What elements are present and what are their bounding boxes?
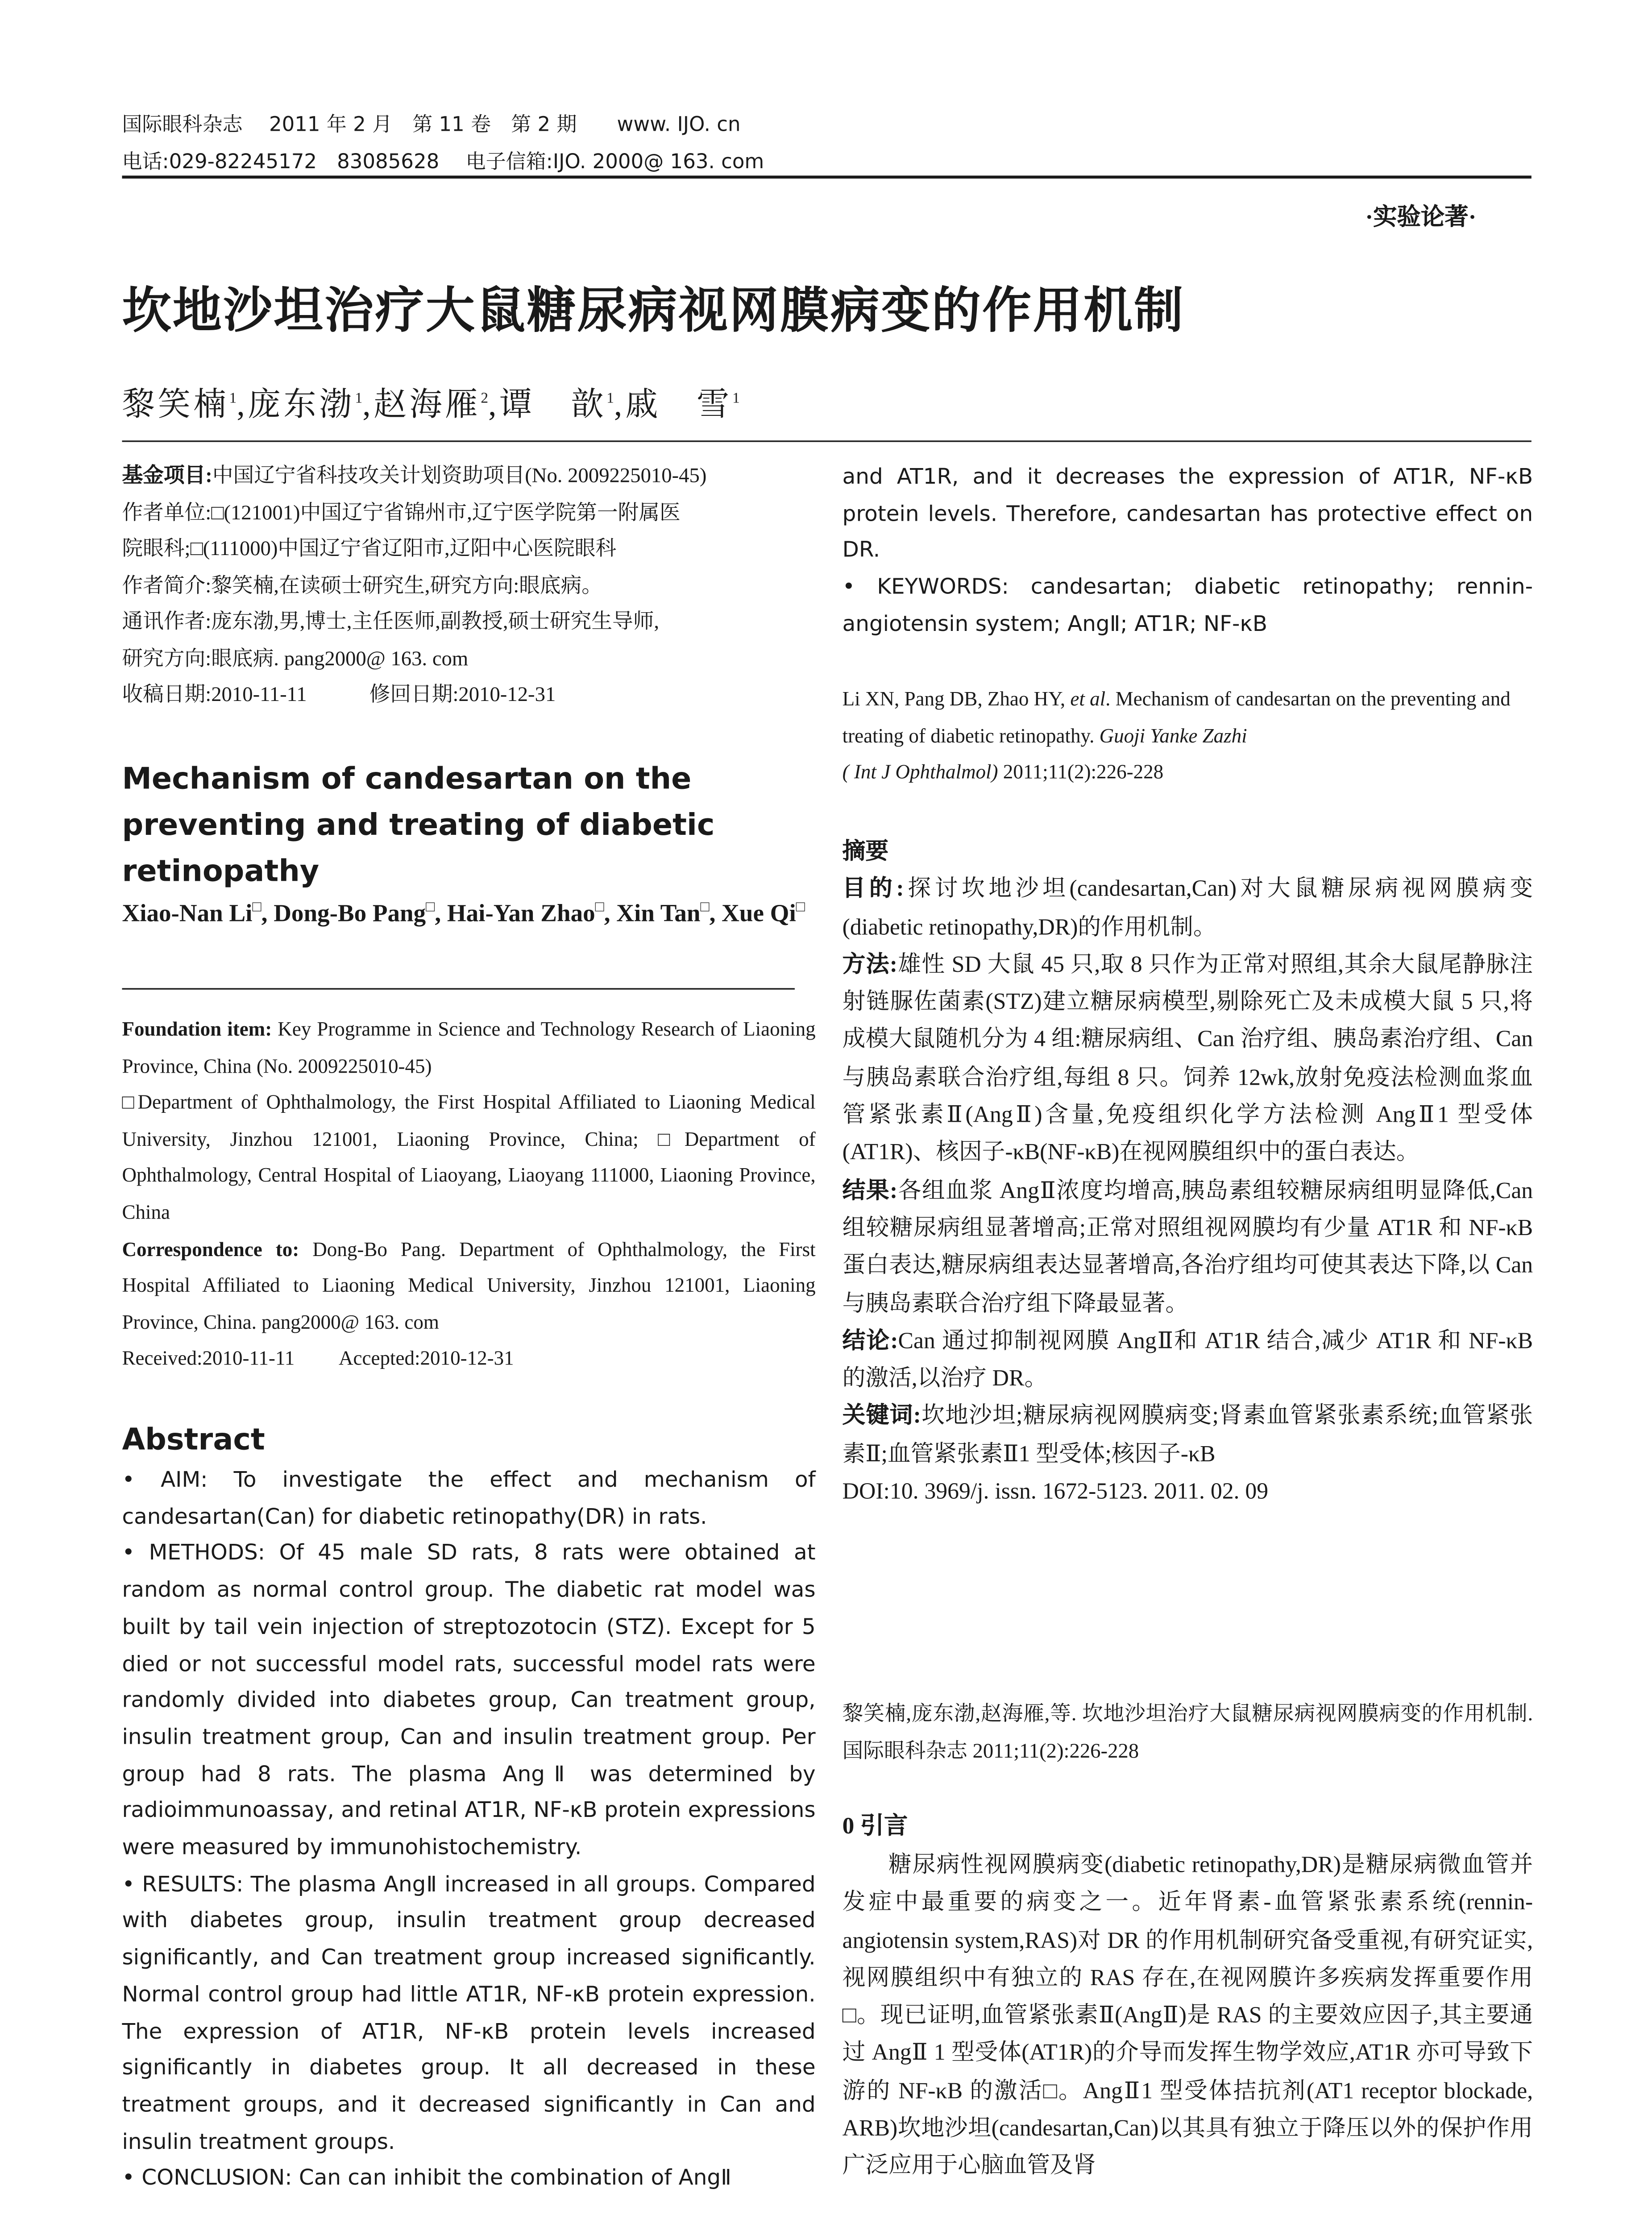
author-en: Xue Qi□ [722,898,805,927]
departments: □Department of Ophthalmology, the First Hospital Affiliated to Liaoning Medical University, Jinzhou 121001, Liaoning Province, China; □Department of Ophthalmology, Central Hospital of Liaoyang, Liaoyang 111000, Liaoning Province, China [122,1091,816,1223]
chinese-authors [122,379,739,425]
journal-header-line2: 电话:029-82245172 83085628 电子信箱:IJO. 2000@ 163. com [122,150,764,174]
chinese-abstract-heading: 摘要 [842,839,889,865]
unit-line: 作者单位:□(121001)中国辽宁省锦州市,辽宁医学院第一附属医 [122,502,681,525]
en-authors-rule [122,988,794,990]
zh-keywords: 关键词:坎地沙坦;糖尿病视网膜病变;肾素血管紧张素系统;血管紧张素Ⅱ;血管紧张素Ⅱ1 型受体;核因子-κB [842,1404,1533,1467]
unit-line: 院眼科;□(111000)中国辽宁省辽阳市,辽阳中心医院眼科 [122,539,617,561]
english-keywords: • KEYWORDS: candesartan; diabetic retinopathy; rennin-angiotensin system; AngⅡ; AT1R; NF-κB [842,576,1533,637]
journal-header-line1: 国际眼科杂志 2011 年 2 月 第 11 卷 第 2 期 www. IJO. cn [122,113,741,137]
authors-rule [122,440,1531,442]
abstract-continued [843,460,1533,644]
abstract-heading: Abstract [122,1421,265,1457]
affiliation-block [122,1012,815,1378]
doi: DOI:10. 3969/j. issn. 1672-5123. 2011. 02. 09 [842,1479,1269,1505]
author-cn: 谭 歆$^1$, [499,385,625,423]
zh-conclusion: 结论:Can 通过抑制视网膜 AngⅡ和 AT1R 结合,减少 AT1R 和 NF-κB 的激活,以治疗 DR。 [842,1328,1533,1392]
chinese-citation: 黎笑楠,庞东渤,赵海雁,等. 坎地沙坦治疗大鼠糖尿病视网膜病变的作用机制. 国际眼科杂志 2011;11(2):226-228 [842,1704,1533,1764]
author-en: Hai-Yan Zhao□, [447,898,617,927]
funding-and-author-info [122,460,821,715]
chinese-title: 坎地沙坦治疗大鼠糖尿病视网膜病变的作用机制 [122,286,1185,340]
chinese-abstract [843,834,1533,1511]
english-abstract [122,1463,815,2198]
author-cn: 赵海雁$^2$, [374,385,500,423]
received-dates: 收稿日期:2010-11-11 修回日期:2010-12-31 [122,684,556,707]
funding-line: 基金项目:中国辽宁省科技攻关计划资助项目(No. 2009225010-45) [122,465,707,488]
zh-aim: 目的:探讨坎地沙坦(candesartan,Can)对大鼠糖尿病视网膜病变(diabetic retinopathy,DR)的作用机制。 [842,877,1533,940]
foundation-item: Foundation item: Key Programme in Science and Technology Research of Liaoning Province, China (No. 2009225010-45) [122,1018,816,1077]
corresponding-author: 通讯作者:庞东渤,男,博士,主任医师,副教授,硕士研究生导师, [122,611,660,634]
header-rule [122,176,1531,178]
received-accepted: Received:2010-11-11 Accepted:2010-12-31 [122,1347,514,1370]
english-title: Mechanism of candesartan on the preventing and treating of diabetic retinopathy [122,760,715,889]
abstract-conclusion: • CONCLUSION: Can can inhibit the combination of AngⅡ [122,2167,731,2191]
zh-methods: 方法:雄性 SD 大鼠 45 只,取 8 只作为正常对照组,其余大鼠尾静脉注射链脲佐菌素(STZ)建立糖尿病模型,剔除死亡及未成模大鼠 5 只,将成模大鼠随机分为 4 组:糖尿病组、Can 治疗组、胰岛素治疗组、Can 与胰岛素联合治疗组,每组 8 只。饲养 12wk,放射免疫法检测血浆血管紧张素Ⅱ(AngⅡ)含量,免疫组织化学方法检测 AngⅡ1 型受体(AT1R)、核因子-κB(NF-κB)在视网膜组织中的蛋白表达。 [842,952,1533,1166]
author-cn: 戚 雪$^1$ [625,385,740,423]
author-en: Xiao-Nan Li□, [122,898,274,927]
author-intro: 作者简介:黎笑楠,在读硕士研究生,研究方向:眼底病。 [122,575,602,598]
abstract-results: • RESULTS: The plasma AngⅡ increased in all groups. Compared with diabetes group, insulin treatment group decreased significantly, and Can treatment group increased significantly. Normal control group had little AT1R, NF-κB protein expression. The expression of AT1R, NF-κB protein levels increased significantly in diabetes group. It all decreased in these treatment groups, and it decreased significantly in Can and insulin treatment groups. [122,1873,816,2155]
zh-results: 结果:各组血浆 AngⅡ浓度均增高,胰岛素组较糖尿病组明显降低,Can 组较糖尿病组显著增高;正常对照组视网膜均有少量 AT1R 和 NF-κB 蛋白表达,糖尿病组表达显著增高,各治疗组均可使其表达下降,以 Can 与胰岛素联合治疗组下降最显著。 [842,1178,1533,1317]
section-tag: ·实验论著· [1365,205,1477,231]
author-cn: 庞东渤$^1$, [248,385,374,423]
author-en: Dong-Bo Pang□, [274,898,447,927]
author-en: Xin Tan□, [616,898,722,927]
english-citation: Li XN, Pang DB, Zhao HY, et al. Mechanism of candesartan on the preventing and treating of diabetic retinopathy. Guoji Yanke Zazhi ( Int J Ophthalmol) 2011;11(2):226-228 [842,687,1511,783]
introduction-paragraph: 糖尿病性视网膜病变(diabetic retinopathy,DR)是糖尿病微血管并发症中最重要的病变之一。近年肾素-血管紧张素系统(rennin-angiotensin system,RAS)对 DR 的作用机制研究备受重视,有研究证实,视网膜组织中有独立的 RAS 存在,在视网膜许多疾病发挥重要作用□。现已证明,血管紧张素Ⅱ(AngⅡ)是 RAS 的主要效应因子,其主要通过 AngⅡ 1 型受体(AT1R)的介导而发挥生物学效应,AT1R 亦可导致下游的 NF-κB 的激活□。AngⅡ1 型受体拮抗剂(AT1 receptor blockade, ARB)坎地沙坦(candesartan,Can)以其具有独立于降压以外的保护作用广泛应用于心脑血管及肾 [842,1853,1533,2179]
abstract-aim: • AIM: To investigate the effect and mechanism of candesartan(Can) for diabetic retinopathy(DR) in rats. [122,1468,816,1530]
author-cn: 黎笑楠$^1$, [122,385,248,423]
conclusion-continued: and AT1R, and it decreases the expression of AT1R, NF-κB protein levels. Therefore, candesartan has protective effect on DR. [842,465,1533,564]
correspondence: Correspondence to: Dong-Bo Pang. Department of Ophthalmology, the First Hospital Affiliated to Liaoning Medical University, Jinzhou 121001, Liaoning Province, China. pang2000@ 163. com [122,1237,816,1333]
english-authors [122,885,815,933]
corresponding-author: 研究方向:眼底病. pang2000@ 163. com [122,648,469,671]
introduction-heading: 0 引言 [842,1814,908,1840]
abstract-methods: • METHODS: Of 45 male SD rats, 8 rats were obtained at random as normal control group. The diabetic rat model was built by tail vein injection of streptozotocin (STZ). Except for 5 died or not successful model rats, successful model rats were randomly divided into diabetes group, Can treatment group, insulin treatment group, Can and insulin treatment group. Per group had 8 rats. The plasma AngⅡ was determined by radioimmunoassay, and retinal AT1R, NF-κB protein expressions were measured by immunohistochemistry. [122,1542,816,1860]
introduction-body [843,1847,1533,2185]
